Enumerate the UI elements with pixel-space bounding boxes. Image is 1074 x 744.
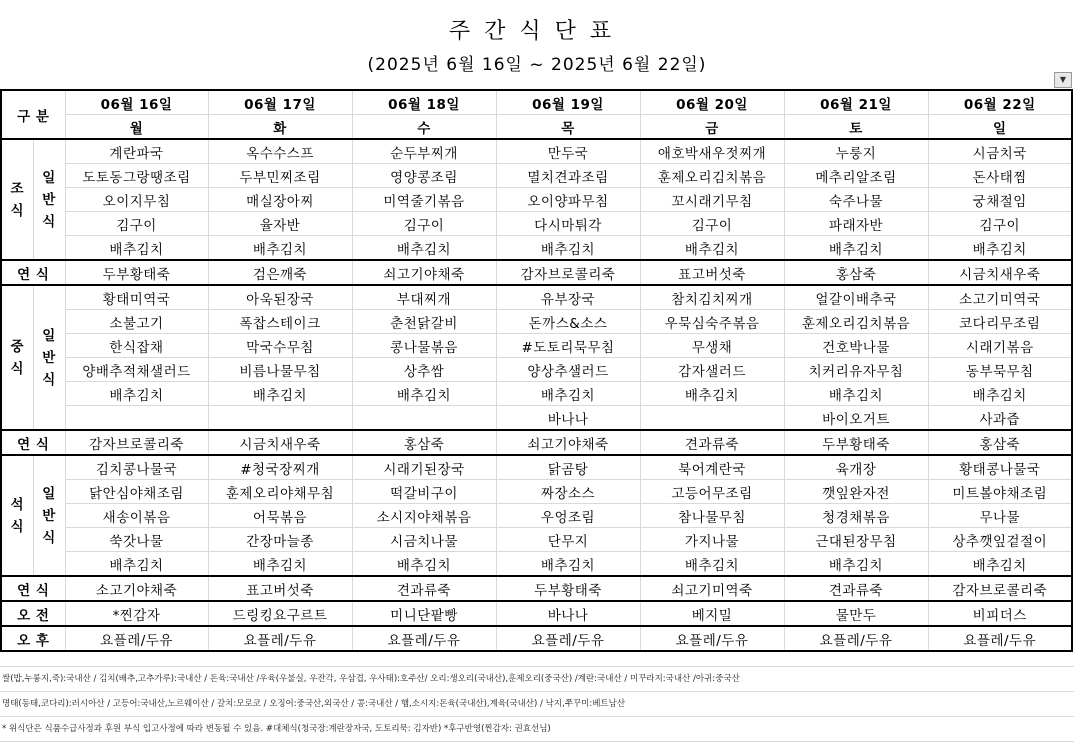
- menu-item: 황태콩나물국: [928, 455, 1072, 480]
- menu-item: 깻잎완자전: [784, 480, 928, 504]
- menu-item: 김구이: [928, 212, 1072, 236]
- menu-item: 김구이: [640, 212, 784, 236]
- menu-item: 돈사태찜: [928, 164, 1072, 188]
- menu-item: 배추김치: [496, 236, 640, 261]
- weekday-header: 월: [65, 115, 208, 140]
- menu-item: 참나물무침: [640, 504, 784, 528]
- menu-item: 어묵볶음: [208, 504, 352, 528]
- menu-item: 떡갈비구이: [352, 480, 496, 504]
- menu-item: 배추김치: [352, 552, 496, 577]
- menu-item: 닭곰탕: [496, 455, 640, 480]
- menu-item: 근대된장무침: [784, 528, 928, 552]
- menu-item: 소고기미역국: [928, 285, 1072, 310]
- menu-item: [640, 406, 784, 431]
- menu-item: 미역줄기볶음: [352, 188, 496, 212]
- menu-item: 배추김치: [928, 382, 1072, 406]
- menu-item: 동부묵무침: [928, 358, 1072, 382]
- menu-item: 견과류죽: [640, 430, 784, 455]
- menu-item: 오이양파무침: [496, 188, 640, 212]
- menu-item: 배추김치: [208, 236, 352, 261]
- breakfast-label: 조 식: [1, 139, 33, 260]
- menu-item: 베지밀: [640, 601, 784, 626]
- menu-item: 시금치새우죽: [928, 260, 1072, 285]
- menu-item: 시래기볶음: [928, 334, 1072, 358]
- menu-item: 사과즙: [928, 406, 1072, 431]
- menu-item: 고등어무조림: [640, 480, 784, 504]
- menu-item: 돈까스&소스: [496, 310, 640, 334]
- menu-item: 쑥갓나물: [65, 528, 208, 552]
- menu-item: 멸치견과조림: [496, 164, 640, 188]
- date-header: 06월 17일: [208, 90, 352, 115]
- footnote-line: 명태(동태,코다리):러시아산 / 고등어:국내산,노르웨이산 / 갈치:모로코 / 오징어:중국산,외국산 / 콩:국내산 / 햄,소시지:돈육(국내산),계육(국내산) / 낙지,쭈꾸미:베트남산: [0, 691, 1074, 716]
- menu-item: 매실장아찌: [208, 188, 352, 212]
- menu-item: 배추김치: [208, 552, 352, 577]
- menu-item: 상추깻잎겉절이: [928, 528, 1072, 552]
- menu-item: 바이오거트: [784, 406, 928, 431]
- menu-item: 배추김치: [352, 236, 496, 261]
- menu-item: 감자브로콜리죽: [928, 576, 1072, 601]
- menu-item: 아욱된장국: [208, 285, 352, 310]
- menu-item: 숙주나물: [784, 188, 928, 212]
- menu-item: #청국장찌개: [208, 455, 352, 480]
- menu-item: 무생채: [640, 334, 784, 358]
- lunch-label: 중 식: [1, 285, 33, 430]
- menu-item: 감자샐러드: [640, 358, 784, 382]
- date-header: 06월 22일: [928, 90, 1072, 115]
- menu-item: 단무지: [496, 528, 640, 552]
- menu-item: 계란파국: [65, 139, 208, 164]
- menu-item: 검은깨죽: [208, 260, 352, 285]
- menu-item: 무나물: [928, 504, 1072, 528]
- dropdown-arrow-icon[interactable]: ▼: [1054, 72, 1072, 88]
- dinner-label: 석 식: [1, 455, 33, 576]
- menu-item: 배추김치: [640, 236, 784, 261]
- menu-item: 양상추샐러드: [496, 358, 640, 382]
- menu-item: 건호박나물: [784, 334, 928, 358]
- menu-item: 메추리알조림: [784, 164, 928, 188]
- soft-food-label: 연 식: [1, 430, 65, 455]
- menu-item: 오이지무침: [65, 188, 208, 212]
- menu-item: 애호박새우젓찌개: [640, 139, 784, 164]
- menu-item: 요플레/두유: [928, 626, 1072, 651]
- date-header: 06월 19일: [496, 90, 640, 115]
- menu-item: 코다리무조림: [928, 310, 1072, 334]
- weekday-header: 수: [352, 115, 496, 140]
- weekday-header: 금: [640, 115, 784, 140]
- menu-item: 감자브로콜리죽: [65, 430, 208, 455]
- menu-item: 요플레/두유: [65, 626, 208, 651]
- menu-item: 가지나물: [640, 528, 784, 552]
- page-title: 주간식단표: [448, 19, 626, 44]
- menu-item: 청경채볶음: [784, 504, 928, 528]
- menu-item: 소불고기: [65, 310, 208, 334]
- menu-item: 표고버섯죽: [208, 576, 352, 601]
- footnote-line: * 위식단은 식품수급사정과 후원 부식 입고사정에 따라 변동될 수 있음. #대체식(청국장:계란장자국, 도토리묵: 김자반) *후구반영(찐감자: 권효선님): [0, 716, 1074, 742]
- menu-item: 김구이: [352, 212, 496, 236]
- menu-item: 닭안심야채조림: [65, 480, 208, 504]
- menu-item: 상추쌈: [352, 358, 496, 382]
- menu-item: 옥수수스프: [208, 139, 352, 164]
- menu-item: 감자브로콜리죽: [496, 260, 640, 285]
- menu-item: 북어계란국: [640, 455, 784, 480]
- menu-item: 두부황태죽: [496, 576, 640, 601]
- date-range: (2025년 6월 16일 ~ 2025년 6월 22일): [367, 55, 707, 75]
- menu-item: 요플레/두유: [208, 626, 352, 651]
- date-header: 06월 16일: [65, 90, 208, 115]
- date-header: 06월 20일: [640, 90, 784, 115]
- menu-item: 궁채절임: [928, 188, 1072, 212]
- menu-item: 요플레/두유: [352, 626, 496, 651]
- menu-item: 배추김치: [784, 236, 928, 261]
- menu-item: 춘천닭갈비: [352, 310, 496, 334]
- menu-item: 홍삼죽: [784, 260, 928, 285]
- menu-item: #도토리묵무침: [496, 334, 640, 358]
- menu-item: [208, 406, 352, 431]
- menu-item: 미트볼야채조림: [928, 480, 1072, 504]
- soft-food-label: 연 식: [1, 576, 65, 601]
- menu-item: 시래기된장국: [352, 455, 496, 480]
- footnotes: [0, 666, 1074, 742]
- menu-item: 배추김치: [65, 236, 208, 261]
- menu-item: 유부장국: [496, 285, 640, 310]
- menu-item: 요플레/두유: [496, 626, 640, 651]
- menu-item: 참치김치찌개: [640, 285, 784, 310]
- menu-item: 소고기야채죽: [65, 576, 208, 601]
- menu-item: 표고버섯죽: [640, 260, 784, 285]
- menu-item: 양배추적채샐러드: [65, 358, 208, 382]
- menu-item: 간장마늘종: [208, 528, 352, 552]
- menu-item: 소시지야채볶음: [352, 504, 496, 528]
- menu-item: 김치콩나물국: [65, 455, 208, 480]
- menu-item: 폭찹스테이크: [208, 310, 352, 334]
- menu-item: 다시마튀각: [496, 212, 640, 236]
- afternoon-snack-label: 오 후: [1, 626, 65, 651]
- menu-item: 훈제오리야채무침: [208, 480, 352, 504]
- menu-item: 새송이볶음: [65, 504, 208, 528]
- menu-item: 콩나물볶음: [352, 334, 496, 358]
- menu-item: 비피더스: [928, 601, 1072, 626]
- menu-item: 율자반: [208, 212, 352, 236]
- menu-item: 쇠고기야채죽: [352, 260, 496, 285]
- menu-item: 요플레/두유: [784, 626, 928, 651]
- menu-item: 배추김치: [928, 552, 1072, 577]
- menu-item: [352, 406, 496, 431]
- menu-item: 바나나: [496, 406, 640, 431]
- weekday-header: 화: [208, 115, 352, 140]
- menu-item: 미니단팥빵: [352, 601, 496, 626]
- menu-item: 만두국: [496, 139, 640, 164]
- weekday-header: 토: [784, 115, 928, 140]
- menu-item: 한식잡채: [65, 334, 208, 358]
- menu-item: 육개장: [784, 455, 928, 480]
- menu-item: 쇠고기미역죽: [640, 576, 784, 601]
- lunch-sub-label: 일 반 식: [33, 285, 65, 430]
- soft-food-label: 연 식: [1, 260, 65, 285]
- menu-item: 얼갈이배추국: [784, 285, 928, 310]
- dinner-sub-label: 일 반 식: [33, 455, 65, 576]
- date-header: 06월 18일: [352, 90, 496, 115]
- menu-item: 김구이: [65, 212, 208, 236]
- menu-item: 배추김치: [640, 382, 784, 406]
- menu-item: 바나나: [496, 601, 640, 626]
- menu-item: 파래자반: [784, 212, 928, 236]
- menu-item: 비름나물무침: [208, 358, 352, 382]
- menu-item: 시금치나물: [352, 528, 496, 552]
- menu-item: 두부황태죽: [784, 430, 928, 455]
- menu-item: 배추김치: [496, 382, 640, 406]
- menu-item: 쇠고기야채죽: [496, 430, 640, 455]
- weekday-header: 목: [496, 115, 640, 140]
- menu-item: 배추김치: [496, 552, 640, 577]
- menu-item: 우엉조림: [496, 504, 640, 528]
- menu-item: 드링킹요구르트: [208, 601, 352, 626]
- menu-item: 영양콩조림: [352, 164, 496, 188]
- menu-table: [0, 89, 1073, 652]
- menu-item: *찐감자: [65, 601, 208, 626]
- menu-item: 배추김치: [65, 552, 208, 577]
- menu-item: 배추김치: [208, 382, 352, 406]
- menu-item: 부대찌개: [352, 285, 496, 310]
- menu-item: 요플레/두유: [640, 626, 784, 651]
- menu-item: 물만두: [784, 601, 928, 626]
- menu-item: 견과류죽: [784, 576, 928, 601]
- menu-item: 훈제오리김치볶음: [640, 164, 784, 188]
- menu-item: 시금치국: [928, 139, 1072, 164]
- menu-item: 우묵심숙주볶음: [640, 310, 784, 334]
- menu-item: 도토동그랑땡조림: [65, 164, 208, 188]
- footnote-line: 쌀(밥,누룽지,죽):국내산 / 김치(배추,고추가루):국내산 / 돈육:국내산 /우육(우불실, 우잔각, 우삼겹, 우사태):호주산/ 오리:생오리(국내산),훈제오리(중국산) /계란:국내산 / 미꾸라지:국내산 /아귀:중국산: [0, 666, 1074, 691]
- menu-item: 배추김치: [65, 382, 208, 406]
- category-header: 구 분: [1, 90, 65, 139]
- menu-item: 배추김치: [784, 382, 928, 406]
- menu-item: 짜장소스: [496, 480, 640, 504]
- menu-item: 막국수무침: [208, 334, 352, 358]
- breakfast-sub-label: 일 반 식: [33, 139, 65, 260]
- menu-item: 순두부찌개: [352, 139, 496, 164]
- menu-item: 홍삼죽: [352, 430, 496, 455]
- menu-item: 배추김치: [352, 382, 496, 406]
- menu-item: 배추김치: [928, 236, 1072, 261]
- menu-item: 두부민찌조림: [208, 164, 352, 188]
- menu-item: 배추김치: [784, 552, 928, 577]
- date-header: 06월 21일: [784, 90, 928, 115]
- weekday-header: 일: [928, 115, 1072, 140]
- menu-item: 두부황태죽: [65, 260, 208, 285]
- menu-item: 황태미역국: [65, 285, 208, 310]
- menu-item: [65, 406, 208, 431]
- menu-item: 누룽지: [784, 139, 928, 164]
- menu-item: 시금치새우죽: [208, 430, 352, 455]
- menu-item: 견과류죽: [352, 576, 496, 601]
- menu-item: 훈제오리김치볶음: [784, 310, 928, 334]
- menu-item: 홍삼죽: [928, 430, 1072, 455]
- menu-item: 배추김치: [640, 552, 784, 577]
- menu-item: 치커리유자무침: [784, 358, 928, 382]
- morning-snack-label: 오 전: [1, 601, 65, 626]
- menu-item: 꼬시래기무침: [640, 188, 784, 212]
